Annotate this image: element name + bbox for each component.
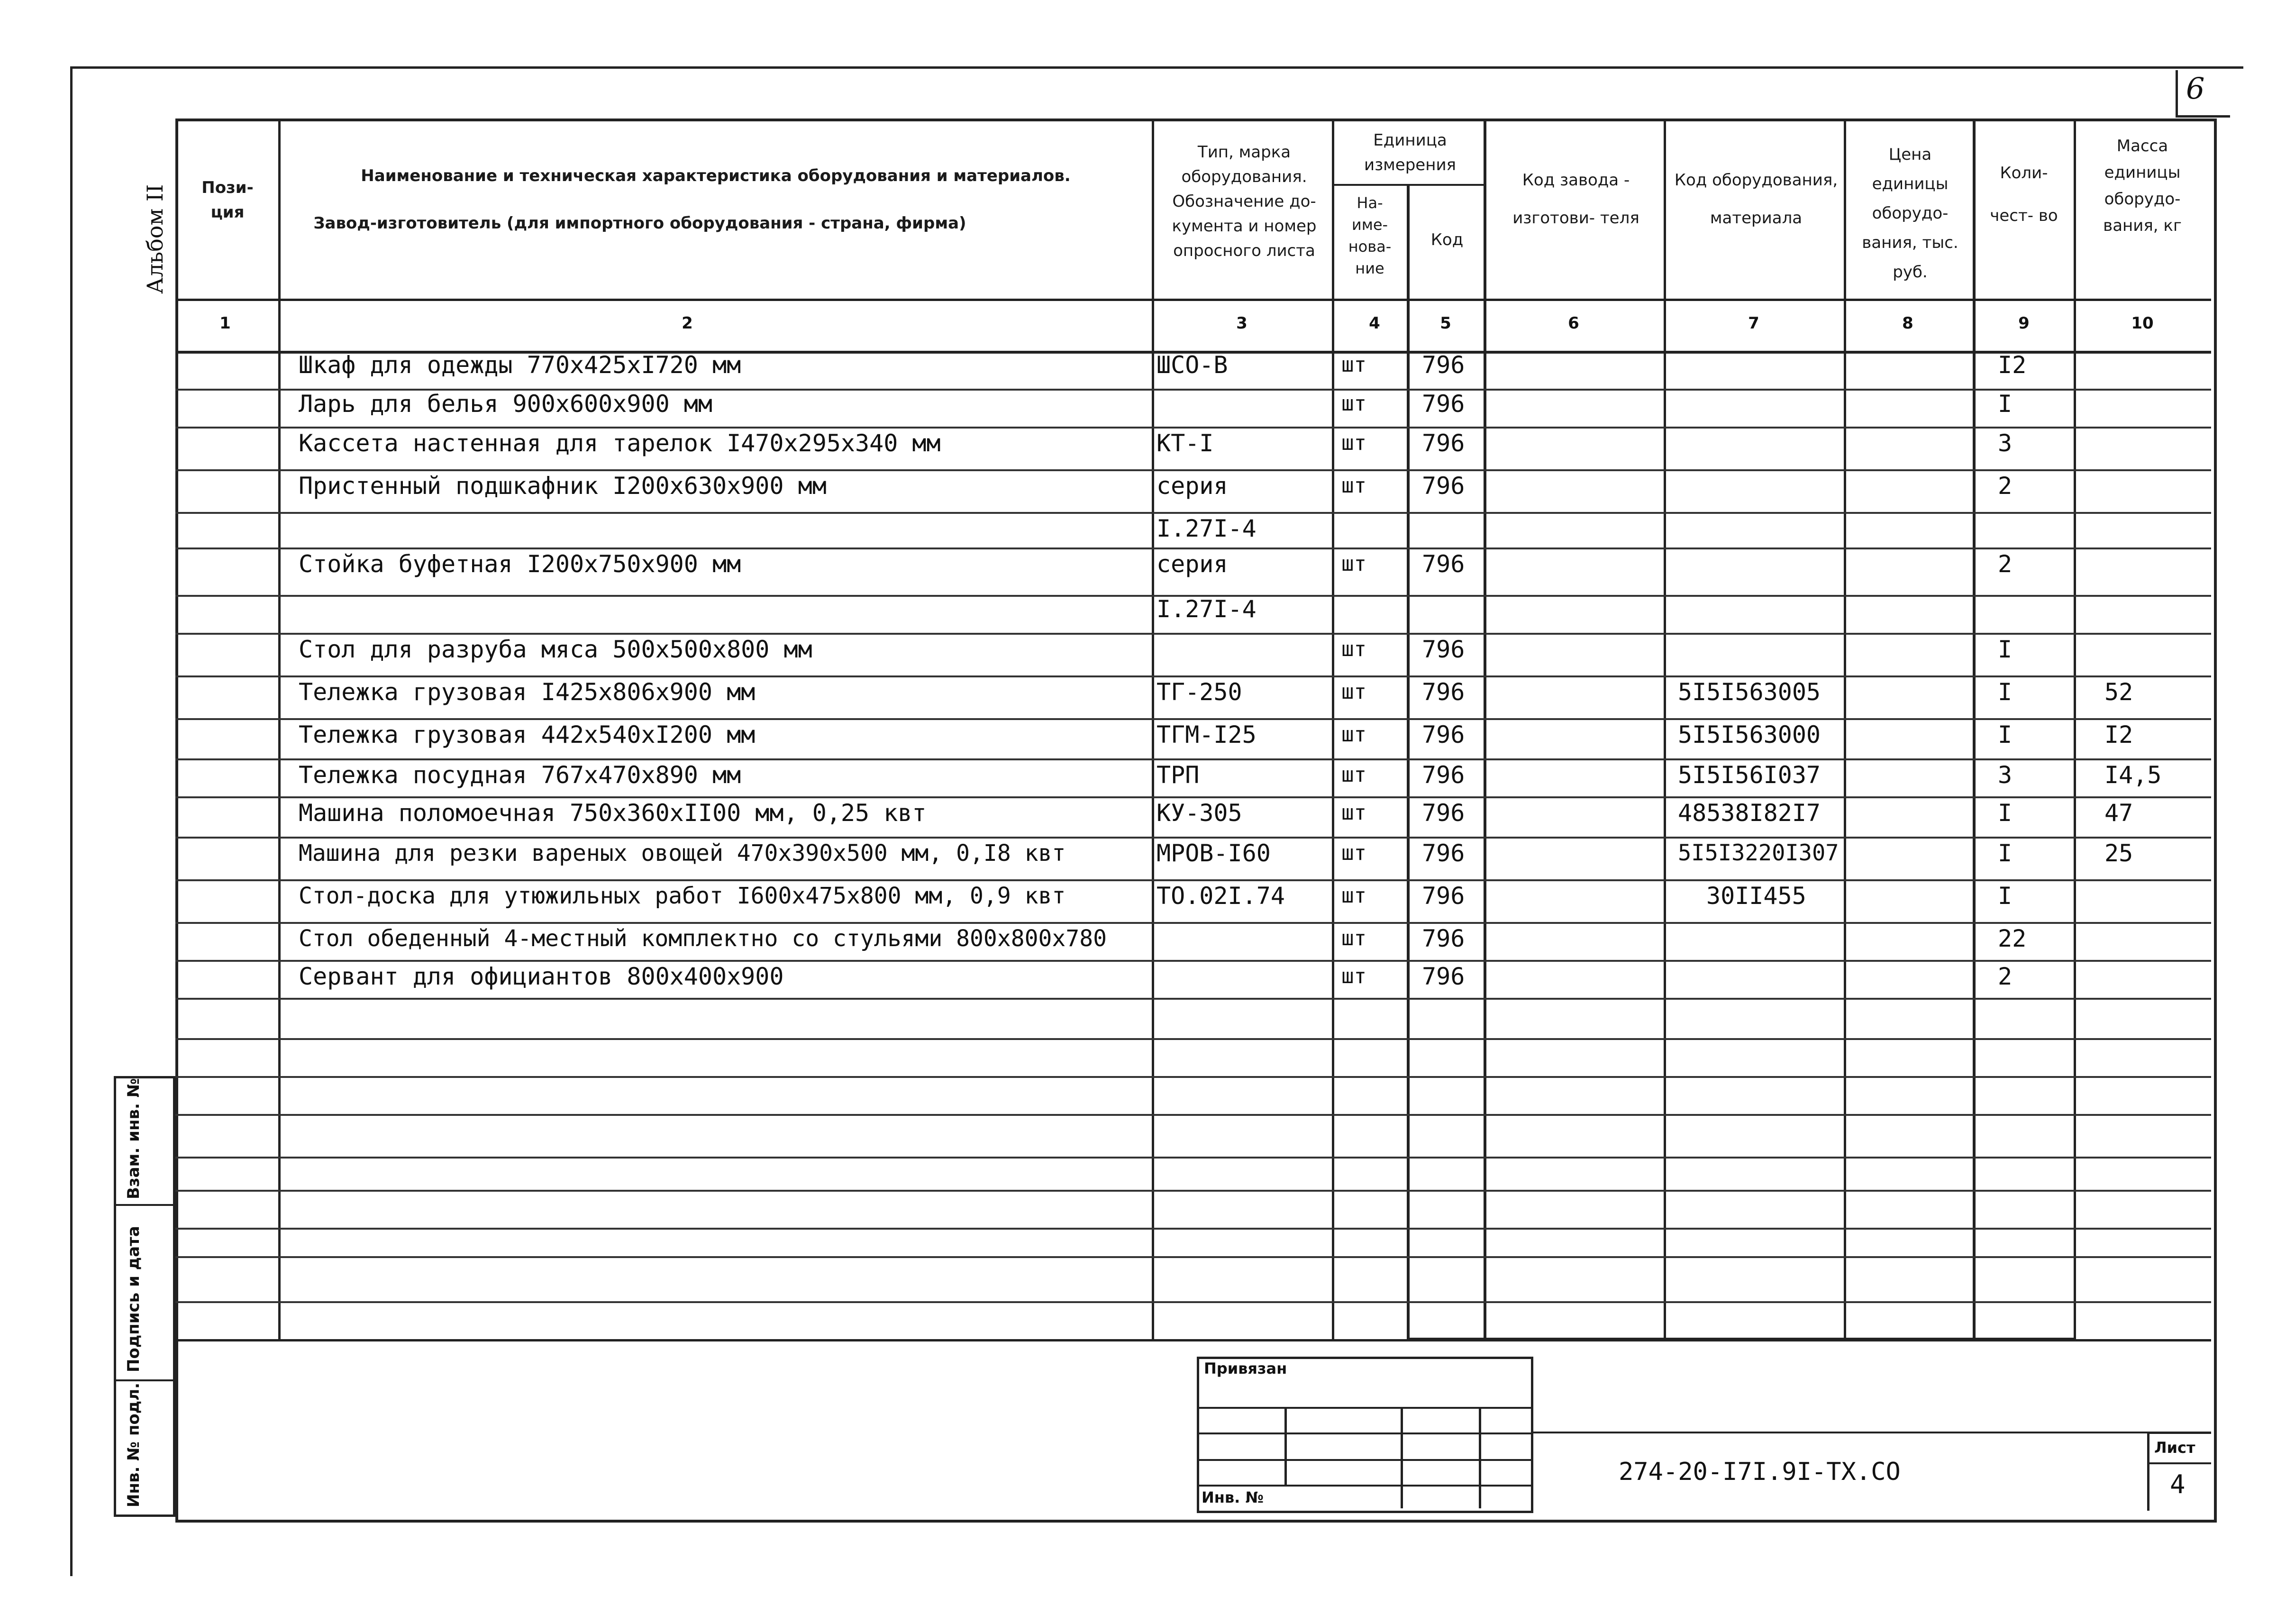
row-line	[175, 1228, 2211, 1230]
document-code: 274-20-I7I.9I-ТХ.СО	[1619, 1458, 1901, 1486]
cell-type: ТРП	[1157, 761, 1200, 789]
cell-code: 796	[1422, 799, 1465, 827]
cell-name: Тележка грузовая I425х806х900 мм	[299, 678, 756, 706]
cell-mass: I4,5	[2104, 761, 2162, 789]
sheet-number: 6	[2186, 71, 2205, 106]
cell-qty: 3	[1998, 429, 2013, 457]
stamp-privyazan-label: Привязан	[1204, 1359, 1287, 1378]
header-price: Цена единицы оборудо- вания, тыс. руб.	[1862, 145, 1958, 282]
cell-unit: шт	[1341, 431, 1366, 455]
cell-type: ТГ-250	[1157, 678, 1242, 706]
header-plant-code: Код завода - изготови- теля	[1512, 171, 1639, 228]
row-line	[175, 675, 2211, 677]
cell-name: Стол обеденный 4-местный комплектно со стульями 800х800х780	[299, 925, 1107, 952]
cell-type: I.27I-4	[1157, 515, 1257, 542]
row-line	[175, 1157, 2211, 1159]
cell-qty: I	[1998, 799, 2013, 827]
cell-qty: 2	[1998, 472, 2013, 500]
list-label: Лист	[2154, 1439, 2195, 1457]
row-line	[175, 633, 2211, 635]
cell-code: 796	[1422, 882, 1465, 910]
cell-name: Тележка посудная 767х470х890 мм	[299, 761, 741, 789]
row-line	[175, 879, 2211, 881]
row-line	[175, 547, 2211, 549]
cell-qty: I	[1998, 678, 2013, 706]
cell-name: Шкаф для одежды 770х425хI720 мм	[299, 351, 741, 379]
cell-name: Тележка грузовая 442х540хI200 мм	[299, 721, 756, 748]
cell-name: Ларь для белья 900х600х900 мм	[299, 390, 712, 418]
bold-code-bottom	[1407, 1338, 2075, 1341]
cell-qty: I	[1998, 721, 2013, 748]
cell-code: 796	[1422, 390, 1465, 418]
header-quantity: Коли- чест- во	[1990, 164, 2058, 225]
header-name-line1: Наименование и техническая характеристика оборудования и материалов.	[361, 166, 1071, 185]
cell-type: серия	[1157, 550, 1228, 578]
list-box-divider	[2147, 1462, 2211, 1464]
cell-name: Машина для резки вареных овощей 470х390х500 мм, 0,I8 квт	[299, 840, 1066, 867]
header-unit-name: На- име- нова- ние	[1348, 194, 1392, 277]
colnum-8: 8	[1902, 314, 1913, 333]
row-line	[175, 427, 2211, 429]
cell-qty: 22	[1998, 925, 2027, 952]
cell-unit: шт	[1341, 884, 1366, 908]
cell-unit: шт	[1341, 801, 1366, 825]
row-line	[175, 922, 2211, 924]
cell-equip-code: 5I5I3220I307	[1678, 840, 1839, 866]
cell-unit: шт	[1341, 552, 1366, 576]
cell-code: 796	[1422, 636, 1465, 663]
cell-unit: шт	[1341, 763, 1366, 787]
cell-equip-code: 30II455	[1706, 882, 1806, 910]
side-div-1	[114, 1204, 175, 1206]
side-inv-podl: Инв. № подл.	[124, 1382, 143, 1507]
cell-qty: I	[1998, 839, 2013, 867]
cell-qty: I	[1998, 882, 2013, 910]
cell-qty: I2	[1998, 351, 2027, 379]
cell-equip-code: 48538I82I7	[1678, 799, 1821, 827]
cell-unit: шт	[1341, 841, 1366, 865]
row-line	[175, 512, 2211, 514]
row-line	[175, 796, 2211, 798]
title-block-top	[1531, 1432, 2211, 1433]
stamp-inv-label: Инв. №	[1202, 1488, 1264, 1506]
header-equip-code: Код оборудования, материала	[1674, 171, 1838, 228]
row-line	[175, 469, 2211, 471]
cell-unit: шт	[1341, 474, 1366, 498]
header-name-line2: Завод-изготовитель (для импортного оборудования - страна, фирма)	[313, 214, 966, 233]
cell-code: 796	[1422, 925, 1465, 952]
cell-code: 796	[1422, 550, 1465, 578]
cell-type: КУ-305	[1157, 799, 1242, 827]
cell-unit: шт	[1341, 964, 1366, 988]
side-vzam: Взам. инв. №	[124, 1078, 143, 1199]
row-line	[175, 837, 2211, 839]
cell-type: ШСО-В	[1157, 351, 1228, 379]
cell-qty: 3	[1998, 761, 2013, 789]
cell-mass: I2	[2104, 721, 2133, 748]
cell-code: 796	[1422, 721, 1465, 748]
colnum-2: 2	[682, 314, 693, 333]
cell-name: Стол-доска для утюжильных работ I600х475х800 мм, 0,9 квт	[299, 883, 1066, 909]
row-line	[175, 1256, 2211, 1258]
row-line	[175, 998, 2211, 1000]
stamp-vline-1	[1284, 1407, 1287, 1485]
cell-type: ТГМ-I25	[1157, 721, 1257, 748]
colnum-10: 10	[2131, 314, 2154, 333]
row-line	[175, 1038, 2211, 1040]
cell-code: 796	[1422, 472, 1465, 500]
cell-type: КТ-I	[1157, 429, 1214, 457]
row-line	[175, 1076, 2211, 1078]
colnum-4: 4	[1369, 314, 1380, 333]
cell-code: 796	[1422, 429, 1465, 457]
header-unit-code: Код	[1430, 230, 1464, 249]
side-div-2	[114, 1379, 175, 1381]
col-line-4	[1407, 184, 1410, 1341]
cell-name: Машина поломоечная 750х360хII00 мм, 0,25 квт	[299, 799, 927, 827]
cell-unit: шт	[1341, 680, 1366, 704]
side-podpis: Подпись и дата	[124, 1226, 143, 1372]
row-line	[175, 1114, 2211, 1116]
cell-qty: I	[1998, 636, 2013, 663]
cell-qty: I	[1998, 390, 2013, 418]
cell-type: серия	[1157, 472, 1228, 500]
header-type: Тип, марка оборудования. Обозначение до- кумента и номер опросного листа	[1172, 143, 1317, 260]
cell-name: Кассета настенная для тарелок I470х295х340 мм	[299, 429, 941, 457]
stamp-line-4	[1197, 1485, 1533, 1487]
cell-unit: шт	[1341, 637, 1366, 661]
cell-mass: 47	[2104, 799, 2133, 827]
cell-equip-code: 5I5I563005	[1678, 678, 1821, 706]
row-line	[175, 1301, 2211, 1303]
header-position: Пози- ция	[201, 178, 254, 222]
cell-mass: 25	[2104, 839, 2133, 867]
cell-type: МРОВ-I60	[1157, 839, 1271, 867]
cell-code: 796	[1422, 351, 1465, 379]
stamp-line-1	[1197, 1407, 1533, 1409]
cell-code: 796	[1422, 678, 1465, 706]
header-divider	[175, 299, 2211, 301]
cell-qty: 2	[1998, 550, 2013, 578]
cell-equip-code: 5I5I563000	[1678, 721, 1821, 748]
stamp-vline-2	[1401, 1407, 1403, 1508]
cell-unit: шт	[1341, 392, 1366, 416]
colnum-6: 6	[1568, 314, 1579, 333]
cell-unit: шт	[1341, 926, 1366, 950]
cell-code: 796	[1422, 963, 1465, 990]
side-panel	[114, 1076, 175, 1517]
row-line	[175, 960, 2211, 962]
header-unit: Единица измерения	[1364, 131, 1457, 174]
cell-name: Сервант для официантов 800х400х900	[299, 963, 784, 990]
cell-name: Пристенный подшкафник I200х630х900 мм	[299, 472, 827, 500]
cell-qty: 2	[1998, 963, 2013, 990]
cell-unit: шт	[1341, 722, 1366, 747]
row-line	[175, 1190, 2211, 1192]
colnum-7: 7	[1748, 314, 1759, 333]
cell-type: ТО.02I.74	[1157, 882, 1285, 910]
album-label: Альбом II	[142, 184, 168, 294]
cell-code: 796	[1422, 761, 1465, 789]
row-line	[175, 718, 2211, 720]
colnum-9: 9	[2018, 314, 2030, 333]
colnum-5: 5	[1440, 314, 1451, 333]
cell-name: Стойка буфетная I200х750х900 мм	[299, 550, 741, 578]
header-mass: Масса единицы оборудо- вания, кг	[2103, 137, 2182, 235]
cell-type: I.27I-4	[1157, 595, 1257, 623]
list-number: 4	[2170, 1469, 2186, 1499]
stamp-line-3	[1197, 1459, 1533, 1461]
cell-mass: 52	[2104, 678, 2133, 706]
stamp-line-2	[1197, 1432, 1533, 1434]
cell-unit: шт	[1341, 353, 1366, 377]
cell-equip-code: 5I5I56I037	[1678, 761, 1821, 789]
colnum-1: 1	[219, 314, 231, 333]
cell-code: 796	[1422, 839, 1465, 867]
stamp-vline-3	[1479, 1407, 1481, 1508]
cell-name: Стол для разруба мяса 500х500х800 мм	[299, 636, 812, 663]
row-line	[175, 758, 2211, 760]
colnum-3: 3	[1236, 314, 1248, 333]
